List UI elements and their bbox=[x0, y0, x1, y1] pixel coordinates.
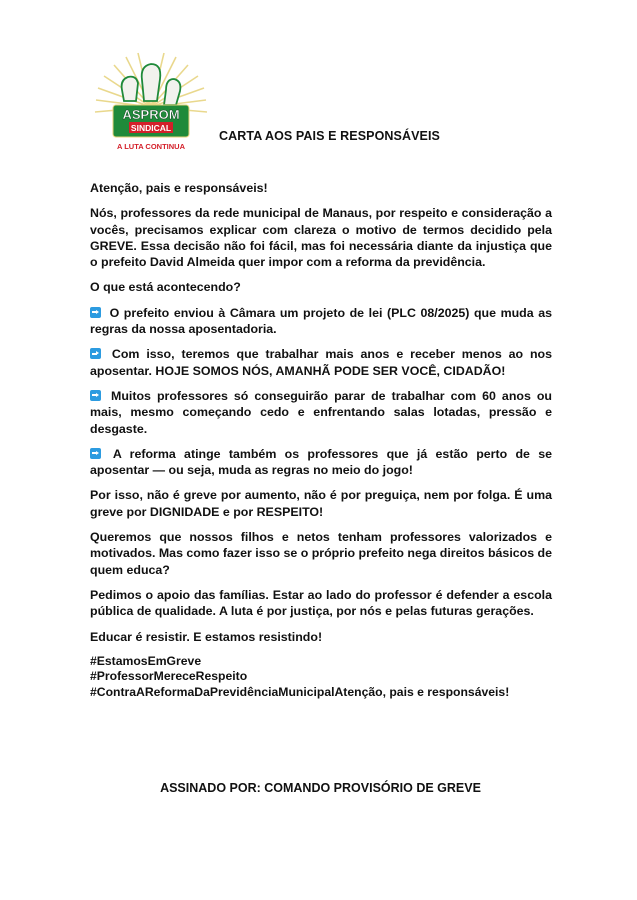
hashtag: #ContraAReformaDaPrevidênciaMunicipalAtenção, pais e responsáveis! bbox=[90, 684, 510, 699]
paragraph: Educar é resistir. E estamos resistindo! bbox=[90, 629, 323, 644]
hashtags bbox=[90, 654, 552, 701]
bullet-item: Muitos professores só conseguirão parar de trabalhar com 60 anos ou mais, mesmo começando cedo e enfrentando salas lotadas, pressão e desgaste. bbox=[90, 388, 552, 436]
logo-sub: SINDICAL bbox=[130, 123, 172, 133]
intro-paragraph: Nós, professores da rede municipal de Manaus, por respeito e consideração a vocês, precisamos explicar com clareza o motivo de termos decidido pela GREVE. Essa decisão não foi fácil, mas foi necessária diante da injustiça que o prefeito David Almeida quer impor com a reforma da previdência. bbox=[90, 206, 552, 270]
logo-name: ASPROM bbox=[122, 107, 180, 122]
paragraph: Queremos que nossos filhos e netos tenham professores valorizados e motivados. Mas como fazer isso se o próprio prefeito nega direitos básicos de quem educa? bbox=[90, 530, 553, 577]
paragraph: Por isso, não é greve por aumento, não é por preguiça, nem por folga. É uma greve por DIGNIDADE e por RESPEITO! bbox=[90, 488, 552, 519]
bullet-item: A reforma atinge também os professores que já estão perto de se aposentar — ou seja, muda as regras no meio do jogo! bbox=[90, 446, 553, 478]
paragraph: Pedimos o apoio das famílias. Estar ao lado do professor é defender a escola pública de qualidade. A luta é por justiça, por nós e pelas futuras gerações. bbox=[90, 587, 552, 619]
hashtag: #ProfessorMereceRespeito bbox=[90, 669, 248, 684]
right-arrow-icon bbox=[90, 348, 101, 359]
page-title: CARTA AOS PAIS E RESPONSÁVEIS bbox=[219, 129, 440, 143]
right-arrow-icon bbox=[90, 390, 101, 401]
right-arrow-icon bbox=[90, 448, 101, 459]
right-arrow-icon bbox=[90, 307, 101, 318]
bullet-item: O prefeito enviou à Câmara um projeto de lei (PLC 08/2025) que muda as regras da nossa aposentadoria. bbox=[90, 305, 552, 337]
question-heading: O que está acontecendo? bbox=[90, 280, 241, 295]
greeting: Atenção, pais e responsáveis! bbox=[90, 181, 268, 195]
signature-line: ASSINADO POR: COMANDO PROVISÓRIO DE GREVE bbox=[160, 781, 481, 795]
bullet-item: Com isso, teremos que trabalhar mais anos e receber menos ao nos aposentar. HOJE SOMOS NÓS, AMANHÃ PODE SER VOCÊ, CIDADÃO! bbox=[90, 347, 552, 378]
letter-body bbox=[90, 180, 552, 700]
hashtag: #EstamosEmGreve bbox=[90, 653, 202, 668]
logo-slogan: A LUTA CONTINUA bbox=[116, 142, 186, 151]
